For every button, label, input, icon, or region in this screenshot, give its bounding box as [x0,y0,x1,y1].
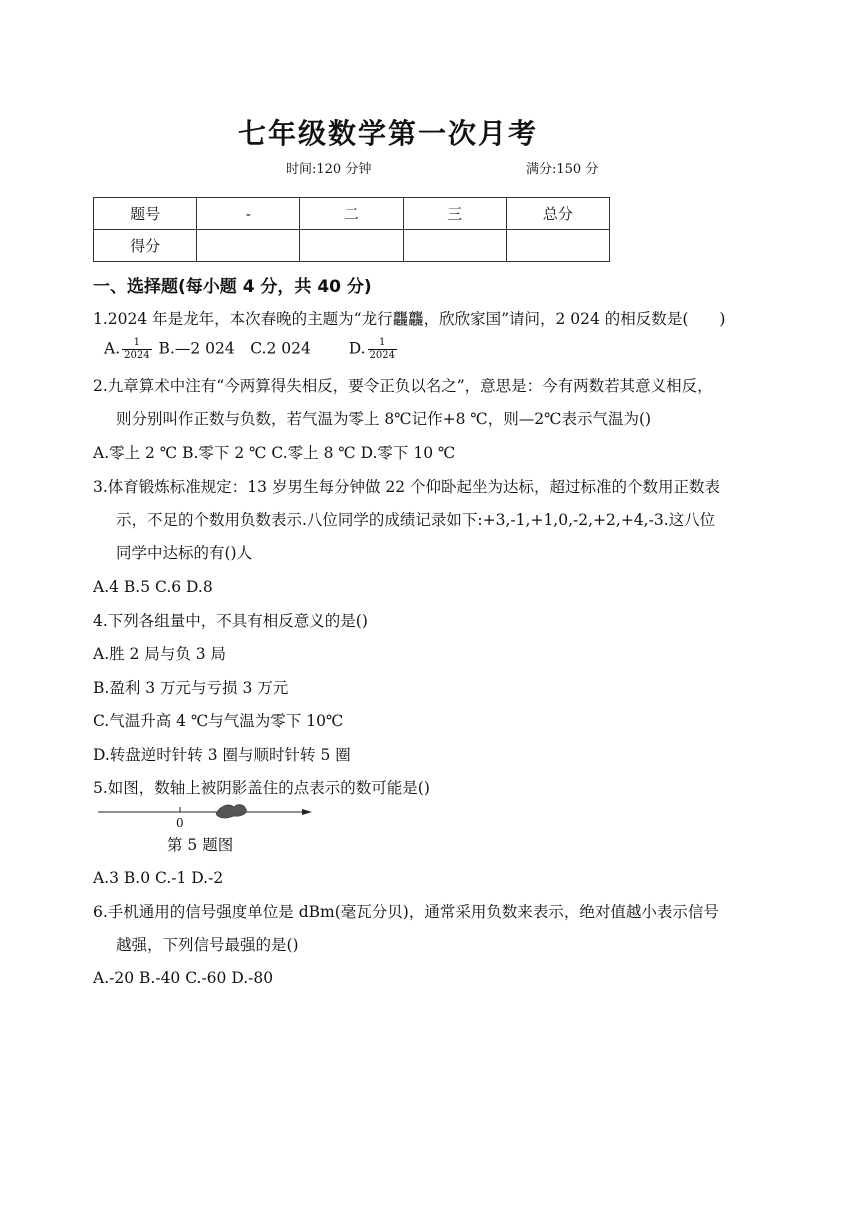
q2-line-1: 2.九章算术中注有“今两算得失相反，要令正负以名之”，意思是：今有两数若其意义相反， [93,377,713,395]
q2-options: A.零上 2 ℃ B.零下 2 ℃ C.零上 8 ℃ D.零下 10 ℃ [93,444,456,462]
q1-options [104,337,399,362]
q1-option-a-fraction [122,337,151,362]
shaded-blot-icon [216,805,246,819]
exam-time: 时间:120 分钟 [286,162,372,177]
score-cell-section2: 二 [300,198,403,230]
score-row-label: 得分 [94,230,197,262]
q5-stem: 5.如图，数轴上被阴影盖住的点表示的数可能是() [93,779,430,797]
q3-options: A.4 B.5 C.6 D.8 [93,578,213,596]
q1-option-d-label: D. [348,339,366,358]
score-table-score-row [94,230,610,262]
q1-option-d-numerator: 1 [368,337,397,350]
q4-option-c: C.气温升高 4 ℃与气温为零下 10℃ [93,712,344,730]
q1-option-d-fraction [368,337,397,362]
q6-options: A.-20 B.-40 C.-60 D.-80 [93,969,274,987]
page-title: 七年级数学第一次月考 [237,117,538,150]
q1-option-bc: B.—2 024 C.2 024 [158,339,311,358]
score-blank-3 [403,230,506,262]
q2-line-2: 则分别叫作正数与负数，若气温为零上 8℃记作+8 ℃，则—2℃表示气温为() [116,410,652,428]
q1-option-d-denominator: 2024 [369,350,395,361]
q1-option-a-numerator: 1 [122,337,151,350]
score-cell-total: 总分 [506,198,609,230]
q4-stem: 4.下列各组量中，不具有相反意义的是() [93,612,368,630]
score-cell-label: 题号 [94,198,197,230]
score-cell-section3: 三 [403,198,506,230]
q5-options: A.3 B.0 C.-1 D.-2 [93,869,224,887]
q3-line-1: 3.体育锻炼标准规定：13 岁男生每分钟做 22 个仰卧起坐为达标，超过标准的个数用正数表 [93,478,721,496]
q1-stem: 1.2024 年是龙年，本次春晚的主题为“龙行龘龘，欣欣家国”请问，2 024 的相反数是( ) [93,310,726,328]
score-table [93,197,610,262]
q4-option-b: B.盈利 3 万元与亏损 3 万元 [93,679,289,697]
q3-line-2: 示，不足的个数用负数表示.八位同学的成绩记录如下:+3,-1,+1,0,-2,+2,+4,-3.这八位 [116,511,716,529]
score-cell-section1: - [197,198,300,230]
q4-option-a: A.胜 2 局与负 3 局 [93,645,227,663]
q6-line-1: 6.手机通用的信号强度单位是 dBm(毫瓦分贝)，通常采用负数来表示，绝对值越小表示信号 [93,903,719,921]
full-score: 满分:150 分 [526,162,599,177]
q5-figure-caption: 第 5 题图 [167,836,234,854]
q3-line-3: 同学中达标的有()人 [116,544,253,562]
q6-line-2: 越强，下列信号最强的是() [116,936,299,954]
number-line-arrow-icon [302,809,312,815]
score-blank-1 [197,230,300,262]
number-line-figure [96,800,316,830]
score-blank-total [506,230,609,262]
section-heading: 一、选择题(每小题 4 分，共 40 分) [93,277,372,297]
q1-option-a-label: A. [104,339,121,358]
score-table-header-row [94,198,610,230]
q1-option-a-denominator: 2024 [124,350,150,361]
origin-label: 0 [176,816,184,830]
q4-option-d: D.转盘逆时针转 3 圈与顺时针转 5 圈 [93,746,351,764]
score-blank-2 [300,230,403,262]
